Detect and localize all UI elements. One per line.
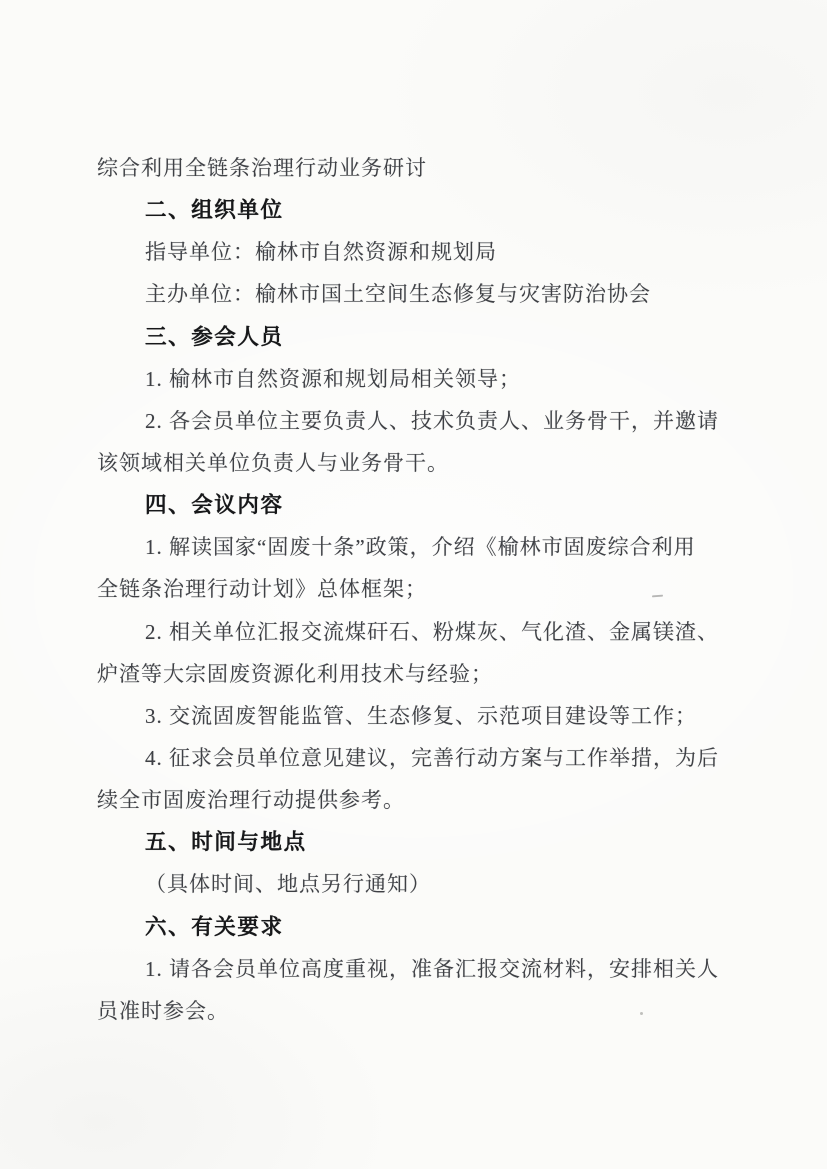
document-body	[97, 147, 725, 1032]
line-agenda-item-4: 4. 征求会员单位意见建议，完善行动方案与工作举措，为后	[145, 745, 719, 770]
line-agenda-item-2: 2. 相关单位汇报交流煤矸石、粉煤灰、气化渣、金属镁渣、	[145, 619, 719, 644]
para-title-continuation: 综合利用全链条治理行动业务研讨	[97, 156, 427, 180]
line-guiding-unit: 指导单位：榆林市自然资源和规划局	[145, 240, 497, 265]
section-heading-agenda: 四、会议内容	[145, 493, 284, 518]
scan-artifact-speck	[640, 1012, 643, 1015]
line-participants-item-2: 2. 各会员单位主要负责人、技术负责人、业务骨干，并邀请	[145, 408, 719, 433]
line-agenda-item-4-cont: 续全市固废治理行动提供参考。	[97, 788, 405, 813]
line-agenda-item-2-cont: 炉渣等大宗固废资源化利用技术与经验；	[97, 661, 493, 686]
section-heading-requirements: 六、有关要求	[145, 914, 284, 939]
line-requirements-item-1: 1. 请各会员单位高度重视，准备汇报交流材料，安排相关人	[145, 956, 719, 981]
line-agenda-item-1-cont: 全链条治理行动计划》总体框架；	[97, 577, 427, 602]
line-agenda-item-1: 1. 解读国家“固废十条”政策，介绍《榆林市固废综合利用	[145, 535, 696, 560]
line-agenda-item-3: 3. 交流固废智能监管、生态修复、示范项目建设等工作；	[145, 703, 697, 728]
section-heading-participants: 三、参会人员	[145, 324, 284, 349]
line-participants-item-2-cont: 该领域相关单位负责人与业务骨干。	[97, 450, 449, 475]
line-host-unit: 主办单位：榆林市国土空间生态修复与灾害防治协会	[145, 282, 651, 307]
line-requirements-item-1-cont: 员准时参会。	[97, 998, 229, 1023]
section-heading-organizers: 二、组织单位	[145, 198, 284, 223]
line-participants-item-1: 1. 榆林市自然资源和规划局相关领导；	[145, 366, 521, 391]
line-time-place-note: （具体时间、地点另行通知）	[145, 872, 431, 897]
section-heading-time-place: 五、时间与地点	[145, 830, 307, 855]
